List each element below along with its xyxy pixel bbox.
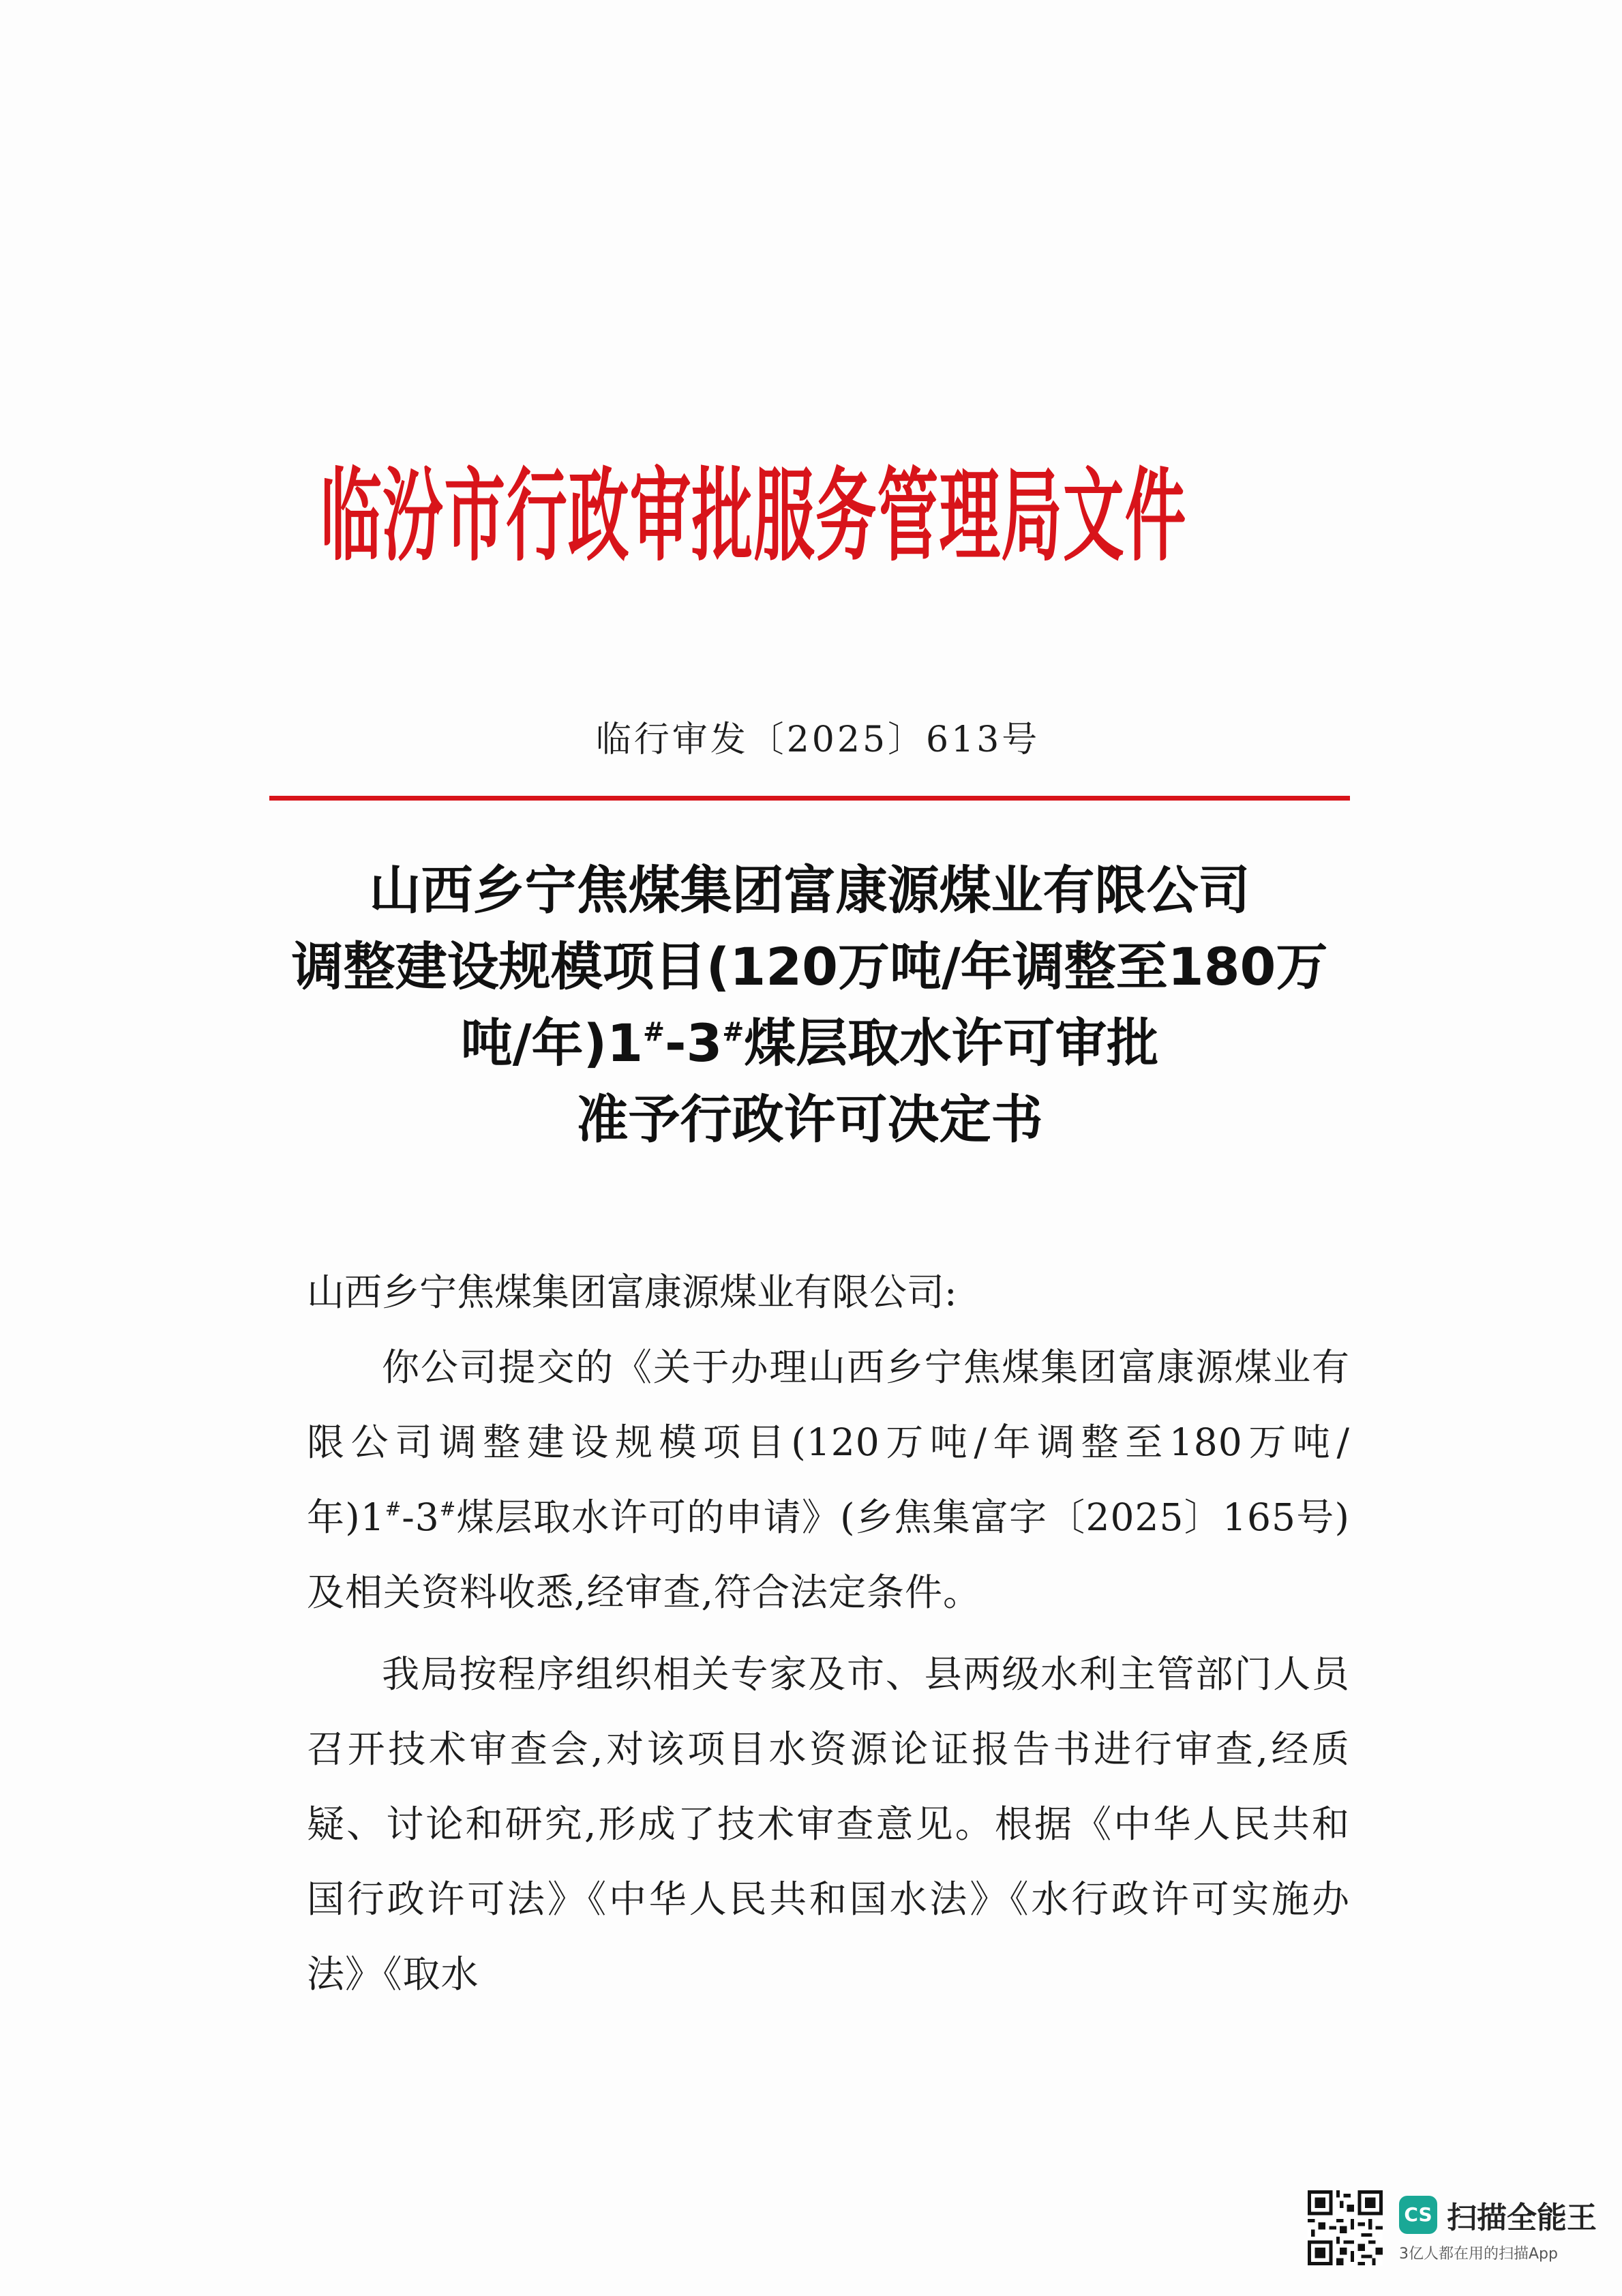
camscanner-logo [1399,2193,1597,2263]
seam-mark: # [439,1497,457,1520]
document-body [307,1255,1350,2012]
title-line-2: 调整建设规模项目(120万吨/年调整至180万 [291,936,1328,997]
title-line-4: 准予行政许可决定书 [576,1089,1043,1150]
seam-mark: # [643,1017,665,1047]
document-title [269,852,1350,1158]
red-divider-line [269,796,1350,801]
seam-mark: # [722,1017,745,1047]
title-line-3-mid: -3 [664,1013,723,1073]
issuing-authority-header: 临汾市行政审批服务管理局文件 [320,458,1187,575]
title-line-3-suffix: 煤层取水许可审批 [744,1013,1159,1073]
paragraph-application-part-c: 煤层取水许可的申请》(乡焦集富字〔2025〕165号)及相关资料收悉,经审查,符合法定条件。 [307,1495,1350,1614]
paragraph-review: 我局按程序组织相关专家及市、县两级水利主管部门人员召开技术审查会,对该项目水资源论证报告书进行审查,经质疑、讨论和研究,形成了技术审查意见。根据《中华人民共和国行政许可法》《中华人民共和国水法》《水行政许可实施办法》《取水 [307,1652,1350,1996]
title-line-3-prefix: 吨/年)1 [460,1013,644,1073]
camscanner-tagline: 3亿人都在用的扫描App [1399,2245,1558,2263]
paragraph-application-part-b: -3 [402,1495,440,1539]
scanner-watermark [1308,2187,1597,2269]
document-number: 临行审发〔2025〕613号 [595,719,1040,760]
camscanner-badge-icon: CS [1399,2196,1437,2234]
paragraph-application [307,1330,1350,1630]
seam-mark: # [385,1497,402,1520]
camscanner-app-name: 扫描全能王 [1447,2200,1597,2235]
qr-code-icon [1308,2190,1383,2265]
paragraph-application-part-a: 你公司提交的《关于办理山西乡宁焦煤集团富康源煤业有限公司调整建设规模项目(120万吨/年调整至180万吨/年)1 [307,1345,1350,1539]
title-line-3 [269,1005,1350,1082]
addressee: 山西乡宁焦煤集团富康源煤业有限公司: [307,1270,957,1314]
title-line-1: 山西乡宁焦煤集团富康源煤业有限公司 [369,860,1250,921]
